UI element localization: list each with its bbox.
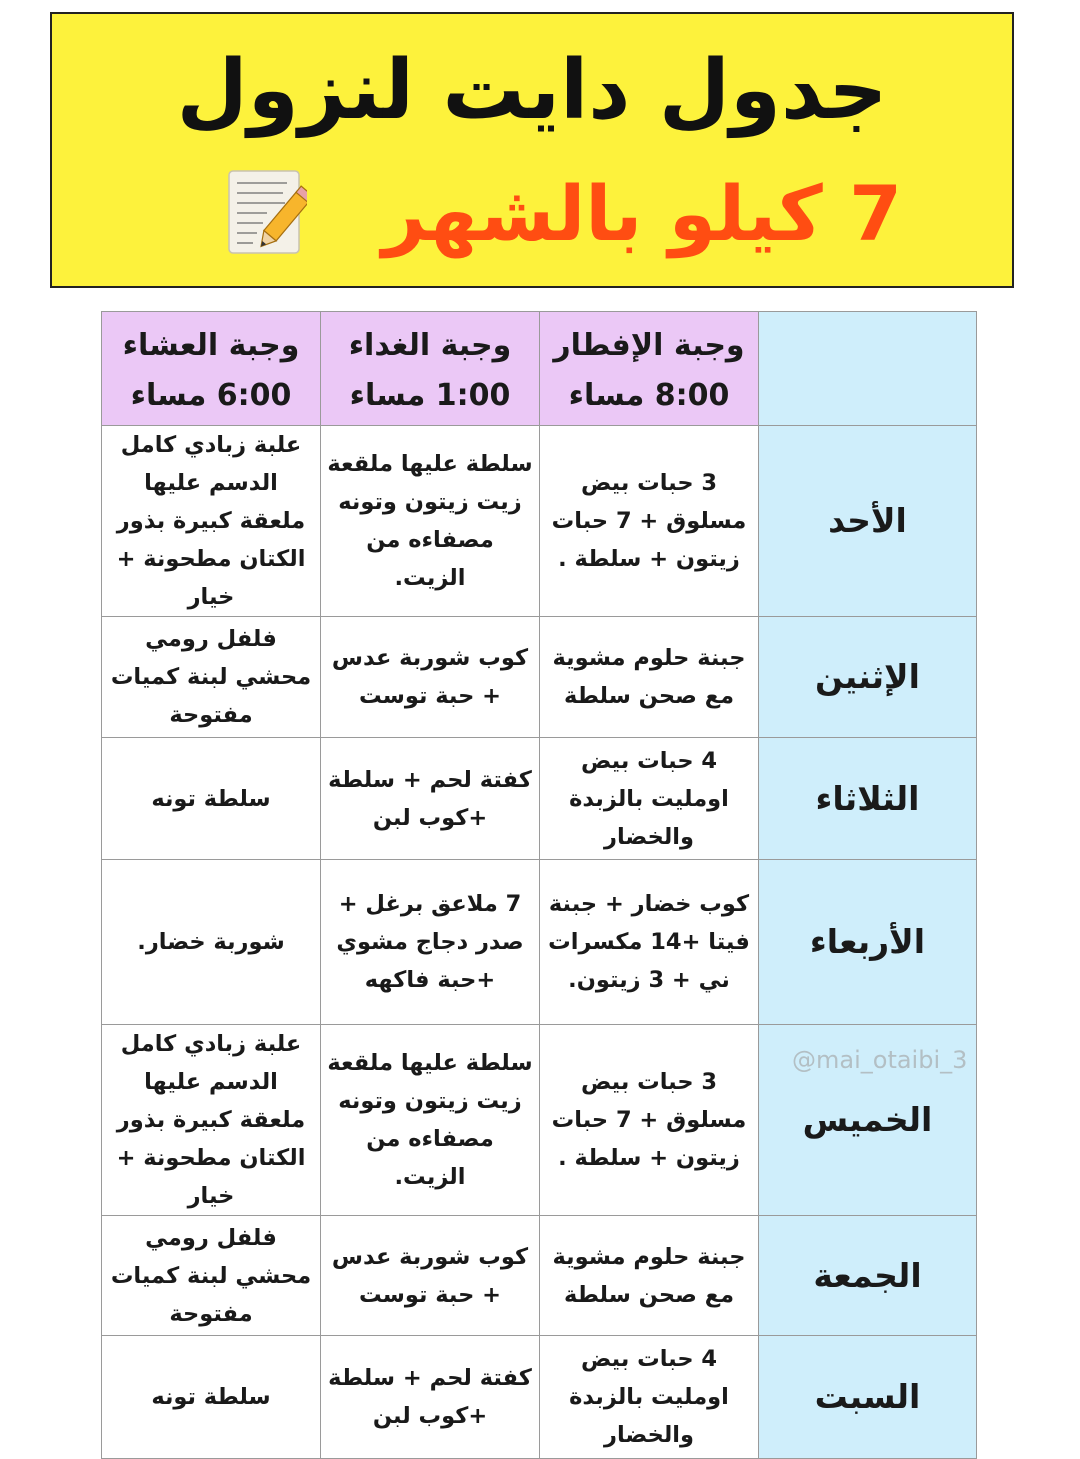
day-cell: الثلاثاء — [759, 738, 977, 860]
dinner-cell: علبة زبادي كامل الدسم عليها ملعقة كبيرة بذور الكتان مطحونة + خيار — [102, 426, 321, 617]
lunch-cell: سلطة عليها ملقعة زيت زيتون وتونه مصفاءه من الزيت. — [321, 1025, 540, 1216]
table-row — [102, 1336, 977, 1459]
page-title: جدول دايت لنزول — [176, 43, 888, 138]
day-cell: الجمعة — [759, 1216, 977, 1336]
table-row — [102, 617, 977, 738]
memo-pencil-icon — [227, 169, 307, 257]
day-cell: الأربعاء — [759, 860, 977, 1025]
header-meal-time: 1:00 مساء — [349, 377, 511, 413]
breakfast-cell: 3 حبات بيض مسلوق + 7 حبات زيتون + سلطة . — [540, 1025, 759, 1216]
corner-cell — [759, 312, 977, 426]
dinner-cell: سلطة تونه — [102, 1336, 321, 1459]
lunch-cell: سلطة عليها ملقعة زيت زيتون وتونه مصفاءه من الزيت. — [321, 426, 540, 617]
header-breakfast — [540, 312, 759, 426]
table-row — [102, 1216, 977, 1336]
day-cell: الإثنين — [759, 617, 977, 738]
diet-table — [101, 311, 977, 1459]
table-row — [102, 860, 977, 1025]
lunch-cell: كوب شوربة عدس + حبة توست — [321, 617, 540, 738]
lunch-cell: كفتة لحم + سلطة +كوب لبن — [321, 738, 540, 860]
breakfast-cell: جبنة حلوم مشوية مع صحن سلطة — [540, 617, 759, 738]
lunch-cell: كفتة لحم + سلطة +كوب لبن — [321, 1336, 540, 1459]
breakfast-cell: جبنة حلوم مشوية مع صحن سلطة — [540, 1216, 759, 1336]
table-row — [102, 738, 977, 860]
header-meal-label: وجبة العشاء — [122, 327, 300, 363]
header-meal-label: وجبة الإفطار — [553, 327, 745, 363]
header-meal-label: وجبة الغداء — [348, 327, 512, 363]
breakfast-cell: 4 حبات بيض اومليت بالزبدة والخضار — [540, 1336, 759, 1459]
header-meal-time: 8:00 مساء — [568, 377, 730, 413]
dinner-cell: سلطة تونه — [102, 738, 321, 860]
header-dinner — [102, 312, 321, 426]
page-subtitle: 7 كيلو بالشهر — [381, 169, 903, 258]
day-cell: السبت — [759, 1336, 977, 1459]
table-header-row — [102, 312, 977, 426]
title-banner — [50, 12, 1014, 288]
lunch-cell: كوب شوربة عدس + حبة توست — [321, 1216, 540, 1336]
breakfast-cell: كوب خضار + جبنة فيتا +14 مكسرات ني + 3 زيتون. — [540, 860, 759, 1025]
lunch-cell: 7 ملاعق برغل + صدر دجاج مشوي +حبة فاكهه — [321, 860, 540, 1025]
watermark: @mai_otaibi_3 — [792, 1046, 968, 1074]
table-row — [102, 426, 977, 617]
header-lunch — [321, 312, 540, 426]
breakfast-cell: 4 حبات بيض اومليت بالزبدة والخضار — [540, 738, 759, 860]
header-meal-time: 6:00 مساء — [130, 377, 292, 413]
day-cell: الخميس — [759, 1025, 977, 1216]
day-cell: الأحد — [759, 426, 977, 617]
dinner-cell: فلفل رومي محشي لبنة كميات مفتوحة — [102, 1216, 321, 1336]
dinner-cell: علبة زبادي كامل الدسم عليها ملعقة كبيرة بذور الكتان مطحونة + خيار — [102, 1025, 321, 1216]
dinner-cell: فلفل رومي محشي لبنة كميات مفتوحة — [102, 617, 321, 738]
dinner-cell: شوربة خضار. — [102, 860, 321, 1025]
breakfast-cell: 3 حبات بيض مسلوق + 7 حبات زيتون + سلطة . — [540, 426, 759, 617]
